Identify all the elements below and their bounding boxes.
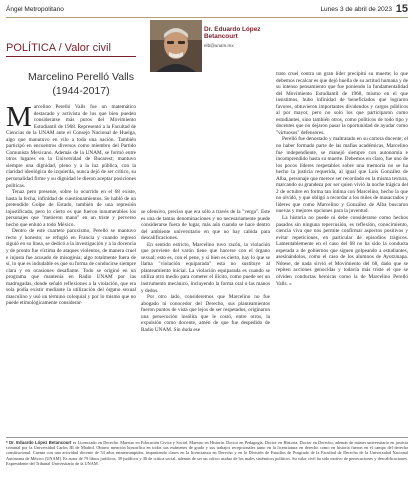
page-number: 15 — [395, 3, 408, 15]
article-column-1 — [6, 101, 136, 434]
paragraph: Marcelino Perelló Valls fue un matemático destacado y activista de los que bien pueden considerarse más puros del Movimiento Estudiantil de 1968. Representó a la Facultad de Ciencias de la UNAM ante el Consejo Nacional de Huelga, algo que manutuvo en vilo a toda una nación. También participó en encuentros diversos como miembro del Partido Comunista Mexicano. Además de la UNAM, se formó entre otros lugares en la Universidad de Bucarest; mantuvo siempre una dignidad, pleno y a la luz pública, con la claridad ideológica de izquierda, nunca dejó de ser crítico, su personalidad firme y su dignidad le dieron aceptar posiciones políticas. — [6, 101, 136, 189]
footnote-author: * Dr. Eduardo López Betancourt — [6, 440, 72, 445]
paragraph: Perelló fue denostado y maltratado en su carrera docente; el no haber formado parte de las mafias académicas, Marcelino fue independiente, se manejó siempre con autonomía e incomprendido hasta su muerte. Debemos en claro, fue uno de los pocos líderes respetables sobre una memoria no se ha hecho la justicia requerida, al igual que Luis González de Alba, personaje que merece ser recordado en la misma textura, marcando su grandeza por ser quien vivió la noche trágica del 2 de octubre en forma tan íntima con Marcelino, hecho la que no olvidó, y que obligó a recordar a los miles de masacrados y líderes que como Marcelino y González de Alba buscaron nuevas y mejores opciones para la juventud. — [276, 136, 408, 215]
author-photo — [150, 20, 202, 72]
article-column-3 — [276, 71, 408, 435]
paragraph: La historia no puede ni debe considerarse como hechos pasados sin ninguna repercusión, es reflexión, conocimiento, ciencia viva que nos permite confirmar aspectos positivos y evitar repeticiones, en particular de episodios trágicos. Lamentablemente en el caso del 68 no ha sido la conducta esperada a de gobiernos que siguen golpeando a estudiantes, asesinándolos, como el caso de los alumnos de Ayotzinapa. Nótese, de nada sirvió el Movimiento del 68, dado que se repiten acciones genocidas y todavía más triste el que se olviden conductas heroicas como la de Marcelino Perelló Valls. « — [276, 215, 408, 287]
author-name: Dr. Eduardo López Betancourt — [204, 26, 261, 41]
section-divider — [6, 56, 136, 57]
author-footnote — [6, 440, 408, 466]
article-title-name: Marcelino Perelló Valls — [27, 71, 134, 83]
article-title-years: (1944-2017) — [52, 85, 110, 98]
author-email[interactable]: elb@unam.mx — [204, 43, 234, 48]
issue-date: Lunes 3 de abril de 2023 — [320, 6, 392, 13]
author-box — [150, 20, 261, 72]
paragraph: Tenaz pero presente, sobre lo ocurrido en el 68 existe, hasta la fecha, infinidad de cuestionamientos. Se habló de un pretendido Golpe de Estado, también de una represión injustificada, pero lo cierto es que fueron innumerables los personajes que "metieron mano" en un triste y perverso hecho que enlutó a todo México. — [6, 189, 136, 228]
section-title: POLÍTICA / Valor civil — [6, 42, 111, 54]
paragraph: Por otro lado, consideremos que Marcelino no fue abogado ni conocedor del Derecho, sus planteamientos fueron puntos de vista que lejos de ser respetados, originaron una persecución insólita que le costó, entre otros, la expulsión como docente, amén de que fue despedido de Radio UNAM. Sin duda ese — [141, 294, 270, 333]
paragraph: trato cruel contra un gran líder precipitó su muerte; lo que debemos recalcar es que dejó huella de su actitud humana y de su intenso pensamiento que fue poniendo la fundamentalidad del Movimiento Estudiantil de 1968, mismo en el que insistimos, hubo infinidad de beneficiados que lograron favores, obtuvieron importantes dividendos y cargos públicos al por mayor, pero no solo los que participaron como estudiantes, sino también otros, como políticos de todo tipo y docentes que no dejaron pasar la oportunidad de ayudar como "virtuosos" defensores. — [276, 71, 408, 136]
drop-cap: M — [6, 101, 32, 133]
article-column-2 — [141, 209, 270, 435]
paragraph: En sentido estricto, Marcelino tuvo razón, la violación que proviene del varón tiene que hacerse con el órgano sexual; esto es, con el pene, y si bien es cierto, hay lo que se llama "violación equiparada" esta no sustituye al planteamiento inicial. La violación equiparada es cuando se utiliza otro medio para cometer el ilícito, como puede ser un instrumento mecánico, incluyendo la forma oral o las manos y dedos. — [141, 241, 270, 294]
footnote-divider — [6, 437, 408, 438]
page-header — [6, 4, 408, 18]
publication-name: Ángel Metropolitano — [6, 6, 64, 13]
footnote-text: es Licenciado en Derecho. Maestro en Educación Cívica y Social. Maestro en Historia. Doctor en Pedagogía. Doctor en Historia. Doctor en Derecho, además de máster universitario en justicia criminal por la Universidad Carlos III de Madrid. Obtuvo mención honorífica en todos sus exámenes de grado y sus trabajos recepcionales tanto en la licenciatura en derecho como en historia fueron en el campo del derecho constitucional. Cuenta con una actividad docente de 54 años ininterrumpidos, impartiendo clases en la licenciatura en Derecho y en la División de Estudios de Posgrado de la Facultad de Derecho de la Universidad Nacional Autónoma de México (UNAM). Es autor de 79 libros jurídicos, 39 jurídicos y 40 de crítica social, además de ser un crítico asiduo de los males sistémicos políticos. Su valor civil ha sido motivo de persecuciones y descalificaciones. Expresidente del Tribunal Universitario de la UNAM. — [6, 440, 409, 466]
article-title — [6, 70, 156, 98]
paragraph: se ofensivo, preciso que era sólo a través de la "verga". Este es una de tantas denominaciones y no necesariamente puede considerarse fuera de lugar, más aún cuando se hace dentro del ambiente universitario en que no hay cabida para descalificaciones. — [141, 209, 270, 242]
paragraph: Dentro de este cuarteto paroxísmo, Perelló se mantuvo recto y honesto; se refugió en Francia y cuando regresó siguió en su línea, se dedicó a la investigación y a la docencia y de pronto fue víctima de ataques violentos, de manera cruel e injusta fue acusado de misoginia; algo totalmente fuera de sí, lo que es indudable es que su forma de conducirse siempre clara y en ocasiones desafiante. Todo se originó en un programa que mantenía en Radio UNAM por las madrugadas, donde señaló reflexiones a la violación, que era sola podía existir mediante la utilización del órgano sexual masculino y usó un término coloquial y por lo mismo que no puede etimológicamente considerar- — [6, 228, 136, 307]
